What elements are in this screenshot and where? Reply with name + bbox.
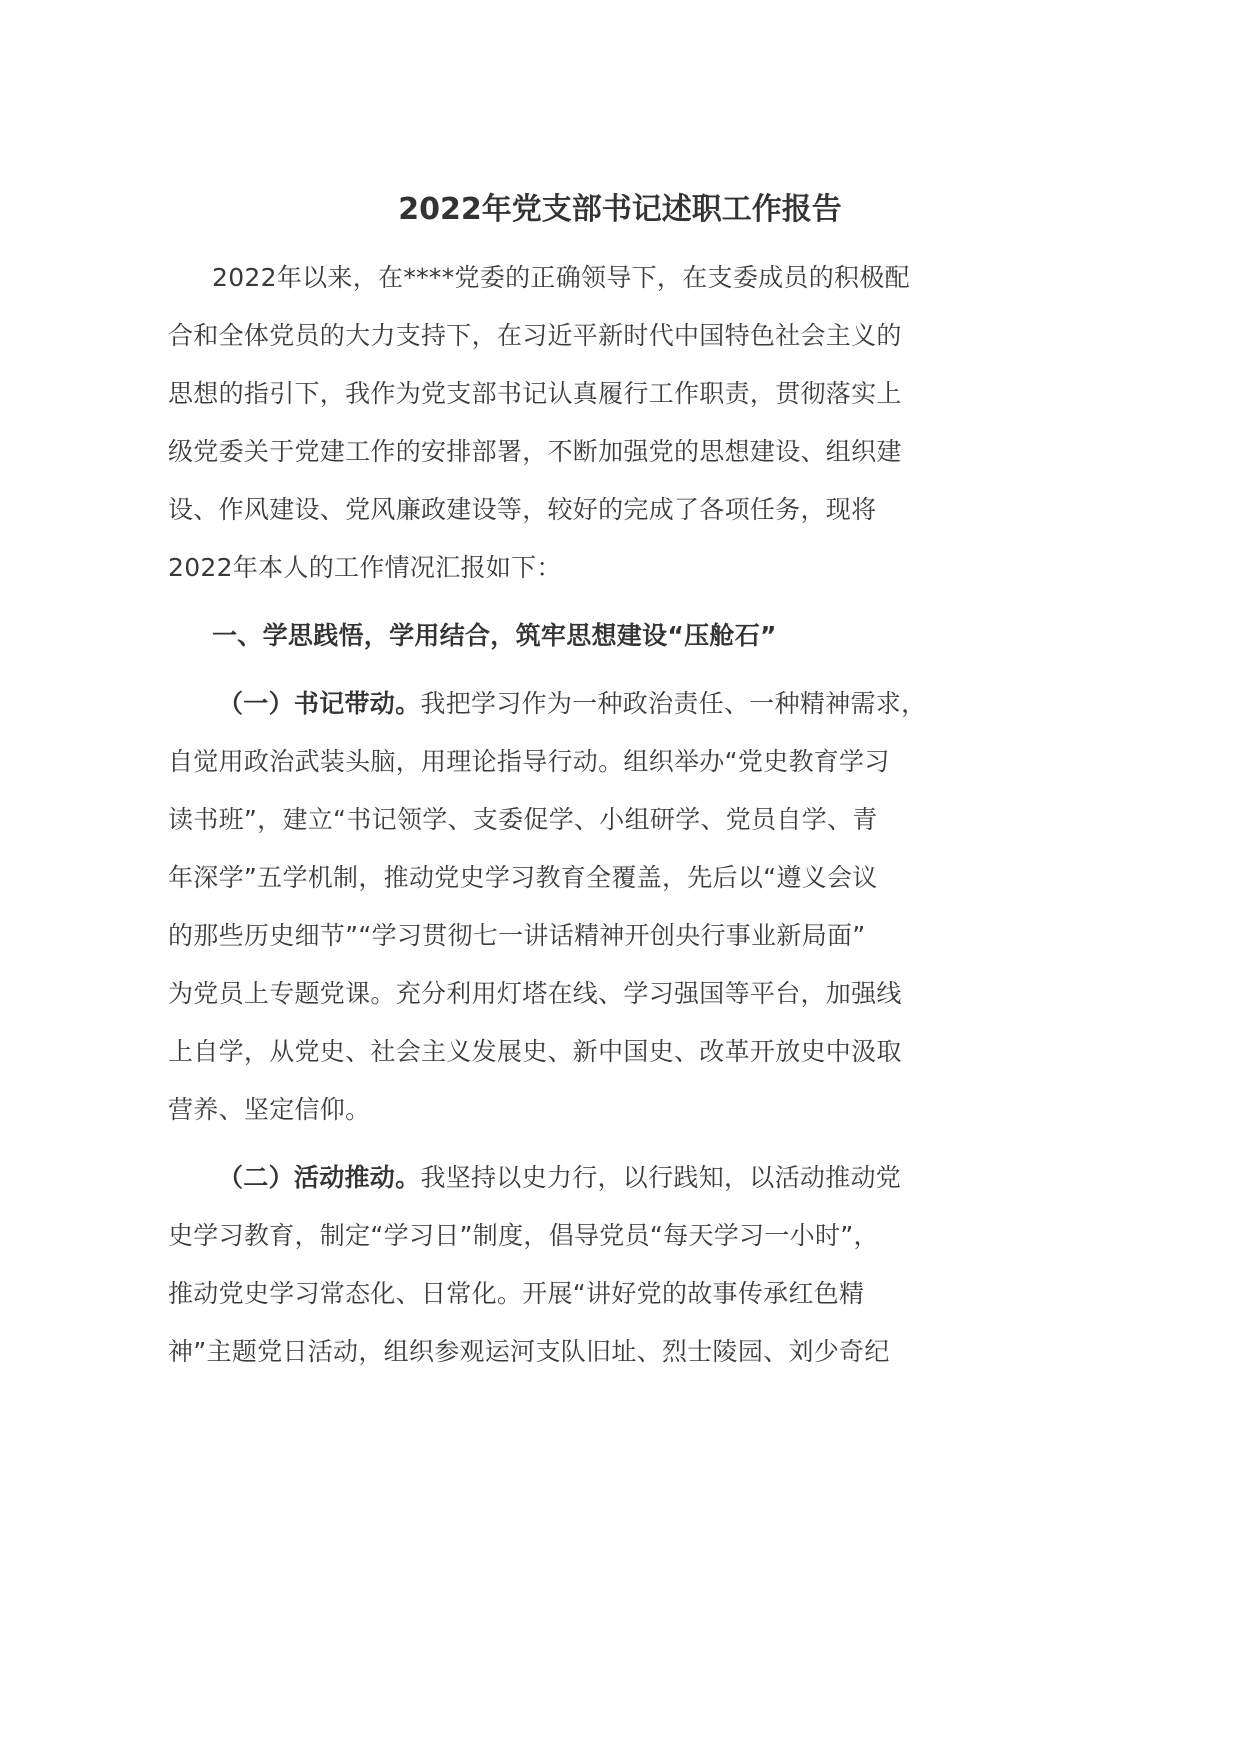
- paragraph-line: 神”主题党日活动，组织参观运河支队旧址、烈士陵园、刘少奇纪: [168, 1337, 890, 1366]
- paragraph-line: 合和全体党员的大力支持下，在习近平新时代中国特色社会主义的: [168, 321, 902, 350]
- subsection-label: （二）活动推动。: [218, 1163, 421, 1192]
- paragraph-line: 自觉用政治武装头脑，用理论指导行动。组织举办“党史教育学习: [168, 747, 890, 776]
- paragraph-line: 设、作风建设、党风廉政建设等，较好的完成了各项任务，现将: [168, 495, 877, 524]
- paragraph-line: [218, 684, 926, 720]
- document-title: 2022年党支部书记述职工作报告: [398, 192, 842, 227]
- subsection-label: （一）书记带动。: [218, 689, 421, 718]
- paragraph-line: 上自学，从党史、社会主义发展史、新中国史、改革开放史中汲取: [168, 1037, 902, 1066]
- paragraph-line: 2022年本人的工作情况汇报如下：: [168, 553, 562, 582]
- paragraph-line: 2022年以来，在****党委的正确领导下，在支委成员的积极配: [212, 263, 910, 292]
- paragraph-line: [218, 1158, 901, 1194]
- paragraph-line: 推动党史学习常态化、日常化。开展“讲好党的故事传承红色精: [168, 1279, 865, 1308]
- section-heading: 一、学思践悟，学用结合，筑牢思想建设“压舱石”: [212, 621, 777, 650]
- paragraph-line: 的那些历史细节”“学习贯彻七一讲话精神开创央行事业新局面”: [168, 921, 866, 950]
- paragraph-line: 为党员上专题党课。充分利用灯塔在线、学习强国等平台，加强线: [168, 979, 902, 1008]
- paragraph-line: 营养、坚定信仰。: [168, 1095, 371, 1124]
- paragraph-line: 级党委关于党建工作的安排部署，不断加强党的思想建设、组织建: [168, 437, 902, 466]
- paragraph-line: 读书班”，建立“书记领学、支委促学、小组研学、党员自学、青: [168, 805, 878, 834]
- paragraph-text: 我坚持以史力行，以行践知，以活动推动党: [420, 1163, 902, 1192]
- paragraph-line: 史学习教育，制定“学习日”制度，倡导党员“每天学习一小时”，: [168, 1221, 879, 1250]
- paragraph-line: 年深学”五学机制，推动党史学习教育全覆盖，先后以“遵义会议: [168, 863, 878, 892]
- paragraph-text: 我把学习作为一种政治责任、一种精神需求，: [420, 689, 927, 718]
- paragraph-line: 思想的指引下，我作为党支部书记认真履行工作职责，贯彻落实上: [168, 379, 902, 408]
